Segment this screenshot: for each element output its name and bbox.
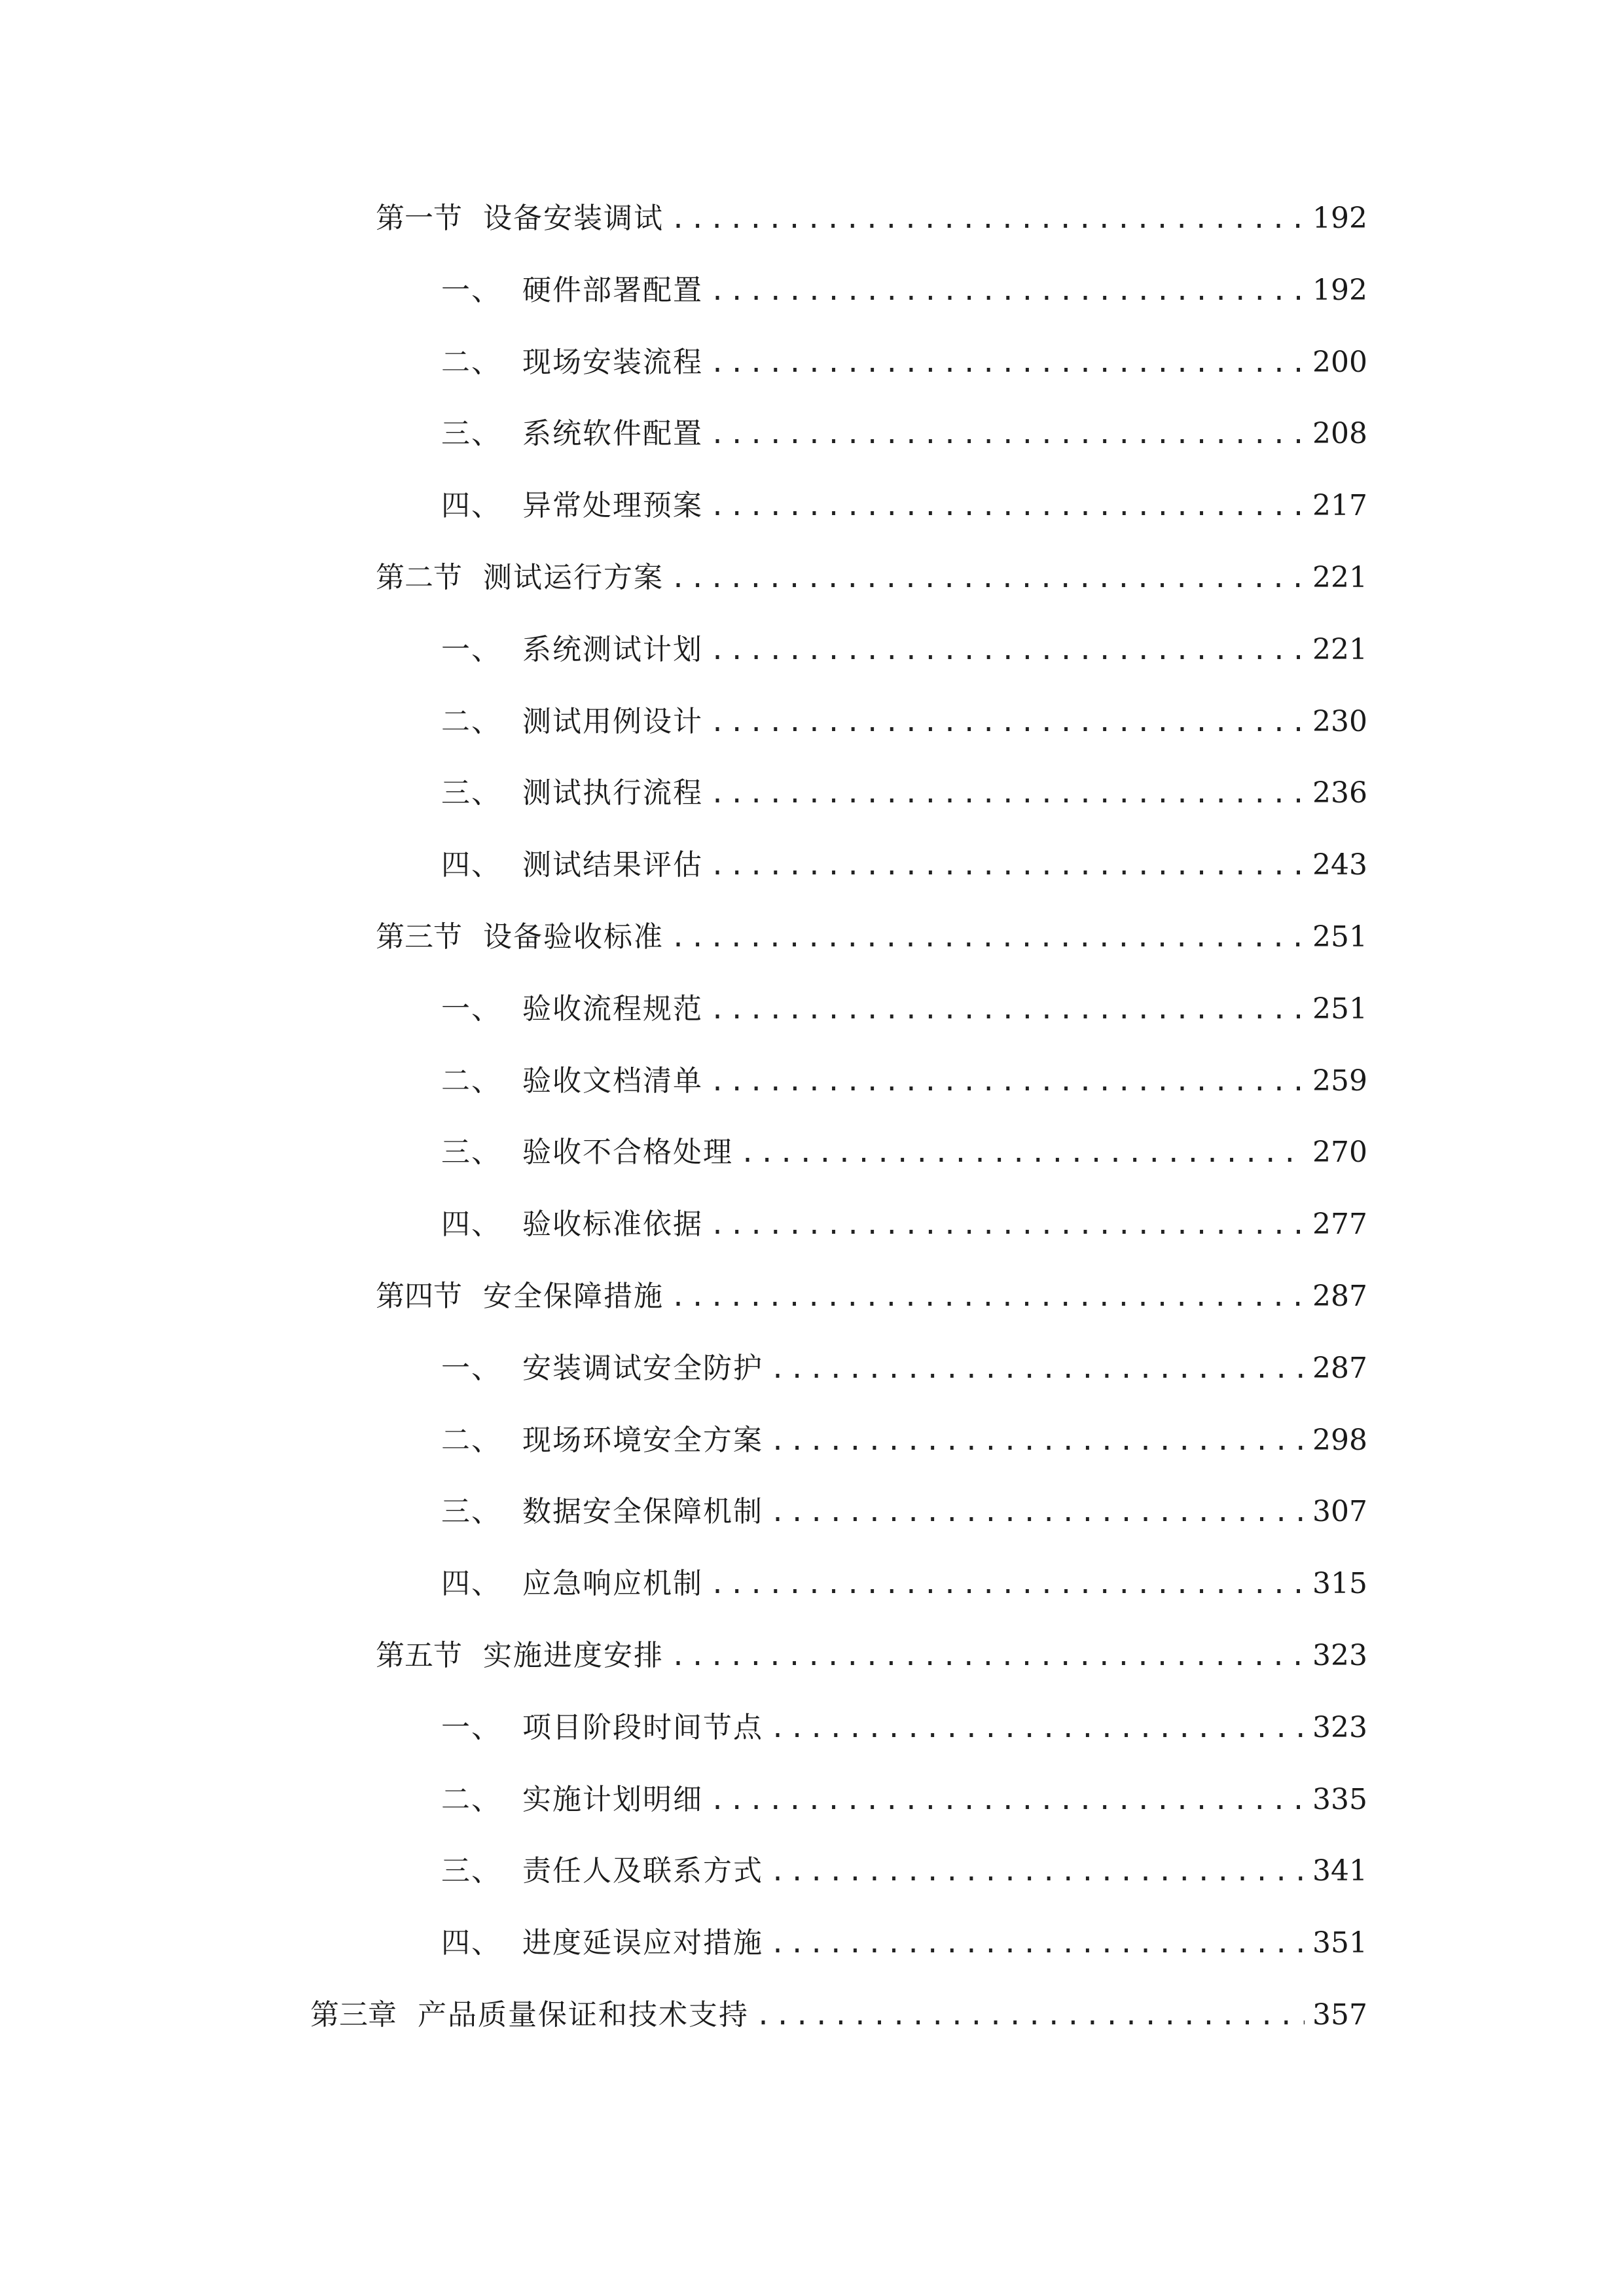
toc-entry-page-number: 236 bbox=[1312, 776, 1367, 810]
toc-entry-page-number: 251 bbox=[1312, 992, 1367, 1026]
toc-dot-leader bbox=[710, 1059, 1305, 1105]
toc-entry-item[interactable] bbox=[441, 1202, 1367, 1247]
toc-entry-section[interactable] bbox=[376, 1274, 1367, 1319]
toc-dot-leader bbox=[710, 987, 1305, 1033]
toc-entry-number: 二、 bbox=[441, 1424, 501, 1457]
toc-entry-page-number: 217 bbox=[1312, 489, 1367, 522]
toc-entry-page-number: 341 bbox=[1312, 1854, 1367, 1888]
toc-entry-item[interactable] bbox=[441, 1489, 1367, 1535]
toc-entry-item[interactable] bbox=[441, 1561, 1367, 1607]
toc-dot-leader bbox=[710, 843, 1305, 889]
toc-entry-number: 第三节 bbox=[376, 920, 462, 954]
toc-entry-title: 测试用例设计 bbox=[522, 705, 703, 738]
toc-entry-item[interactable] bbox=[441, 1418, 1367, 1463]
toc-entry-item[interactable] bbox=[441, 986, 1367, 1032]
toc-entry-number: 二、 bbox=[441, 705, 501, 738]
toc-entry-number: 一、 bbox=[441, 992, 501, 1026]
toc-entry-number: 二、 bbox=[441, 346, 501, 379]
toc-entry-title: 现场环境安全方案 bbox=[522, 1424, 763, 1457]
toc-dot-leader bbox=[770, 1849, 1305, 1895]
toc-entry-number: 第二节 bbox=[376, 561, 462, 594]
toc-entry-chapter[interactable] bbox=[310, 1992, 1367, 2038]
toc-entry-title: 责任人及联系方式 bbox=[522, 1854, 763, 1888]
toc-entry-number: 二、 bbox=[441, 1064, 501, 1098]
toc-dot-leader bbox=[710, 1202, 1305, 1248]
toc-entry-title: 安全保障措施 bbox=[483, 1280, 664, 1313]
toc-entry-title: 验收标准依据 bbox=[522, 1208, 703, 1241]
toc-entry-page-number: 259 bbox=[1312, 1064, 1367, 1098]
toc-entry-page-number: 200 bbox=[1312, 346, 1367, 379]
toc-entry-page-number: 351 bbox=[1312, 1926, 1367, 1960]
toc-entry-item[interactable] bbox=[441, 1777, 1367, 1823]
toc-entry-page-number: 307 bbox=[1312, 1495, 1367, 1528]
toc-dot-leader bbox=[710, 700, 1305, 745]
toc-dot-leader bbox=[770, 1346, 1305, 1392]
toc-entry-number: 四、 bbox=[441, 1208, 501, 1241]
toc-dot-leader bbox=[670, 556, 1305, 601]
toc-dot-leader bbox=[670, 1634, 1305, 1679]
toc-entry-item[interactable] bbox=[441, 842, 1367, 888]
toc-entry-title: 系统测试计划 bbox=[522, 633, 703, 666]
toc-entry-page-number: 323 bbox=[1312, 1639, 1367, 1672]
toc-entry-item[interactable] bbox=[441, 268, 1367, 314]
toc-dot-leader bbox=[710, 340, 1305, 386]
toc-entry-page-number: 323 bbox=[1312, 1711, 1367, 1744]
toc-entry-title: 应急响应机制 bbox=[522, 1567, 703, 1600]
toc-entry-number: 三、 bbox=[441, 1136, 501, 1169]
toc-dot-leader bbox=[670, 196, 1305, 242]
toc-dot-leader bbox=[740, 1130, 1305, 1176]
toc-entry-page-number: 315 bbox=[1312, 1567, 1367, 1600]
toc-entry-item[interactable] bbox=[441, 340, 1367, 386]
toc-entry-title: 设备安装调试 bbox=[483, 202, 664, 235]
toc-entry-page-number: 270 bbox=[1312, 1136, 1367, 1169]
toc-entry-item[interactable] bbox=[441, 411, 1367, 457]
toc-entry-number: 三、 bbox=[441, 1495, 501, 1528]
toc-dot-leader bbox=[710, 412, 1305, 457]
toc-entry-section[interactable] bbox=[376, 1633, 1367, 1679]
toc-dot-leader bbox=[670, 1274, 1305, 1320]
toc-entry-title: 验收文档清单 bbox=[522, 1064, 703, 1098]
toc-dot-leader bbox=[710, 1778, 1305, 1823]
toc-entry-page-number: 335 bbox=[1312, 1783, 1367, 1816]
toc-entry-title: 实施计划明细 bbox=[522, 1783, 703, 1816]
toc-dot-leader bbox=[710, 628, 1305, 673]
toc-entry-title: 测试运行方案 bbox=[483, 561, 664, 594]
toc-entry-number: 四、 bbox=[441, 848, 501, 882]
toc-entry-page-number: 208 bbox=[1312, 417, 1367, 450]
toc-entry-title: 安装调试安全防护 bbox=[522, 1352, 763, 1385]
toc-dot-leader bbox=[770, 1490, 1305, 1535]
toc-entry-title: 验收流程规范 bbox=[522, 992, 703, 1026]
toc-entry-title: 项目阶段时间节点 bbox=[522, 1711, 763, 1744]
toc-dot-leader bbox=[710, 484, 1305, 529]
toc-entry-number: 四、 bbox=[441, 1567, 501, 1600]
toc-entry-page-number: 357 bbox=[1312, 1998, 1367, 2032]
toc-entry-section[interactable] bbox=[376, 555, 1367, 601]
toc-dot-leader bbox=[770, 1921, 1305, 1967]
toc-entry-item[interactable] bbox=[441, 1346, 1367, 1391]
toc-entry-number: 第四节 bbox=[376, 1280, 462, 1313]
toc-entry-title: 设备验收标准 bbox=[483, 920, 664, 954]
toc-entry-number: 一、 bbox=[441, 633, 501, 666]
toc-entry-item[interactable] bbox=[441, 699, 1367, 745]
toc-entry-title: 验收不合格处理 bbox=[522, 1136, 733, 1169]
toc-entry-item[interactable] bbox=[441, 1705, 1367, 1751]
toc-entry-page-number: 221 bbox=[1312, 633, 1367, 666]
toc-entry-title: 进度延误应对措施 bbox=[522, 1926, 763, 1960]
toc-entry-title: 产品质量保证和技术支持 bbox=[418, 1998, 749, 2032]
toc-entry-title: 实施进度安排 bbox=[483, 1639, 664, 1672]
toc-entry-number: 第三章 bbox=[310, 1998, 397, 2032]
toc-entry-title: 测试结果评估 bbox=[522, 848, 703, 882]
toc-entry-number: 四、 bbox=[441, 489, 501, 522]
toc-entry-number: 三、 bbox=[441, 1854, 501, 1888]
toc-dot-leader bbox=[710, 1562, 1305, 1607]
toc-entry-number: 三、 bbox=[441, 417, 501, 450]
toc-dot-leader bbox=[710, 771, 1305, 817]
toc-dot-leader bbox=[770, 1706, 1305, 1751]
toc-entry-page-number: 243 bbox=[1312, 848, 1367, 882]
toc-entry-page-number: 287 bbox=[1312, 1280, 1367, 1313]
toc-entry-page-number: 298 bbox=[1312, 1424, 1367, 1457]
toc-entry-item[interactable] bbox=[441, 770, 1367, 816]
toc-entry-number: 一、 bbox=[441, 274, 501, 307]
toc-entry-title: 硬件部署配置 bbox=[522, 274, 703, 307]
toc-entry-title: 数据安全保障机制 bbox=[522, 1495, 763, 1528]
toc-entry-title: 现场安装流程 bbox=[522, 346, 703, 379]
toc-dot-leader bbox=[755, 1993, 1305, 2039]
toc-entry-number: 第五节 bbox=[376, 1639, 462, 1672]
toc-entry-item[interactable] bbox=[441, 1058, 1367, 1104]
toc-dot-leader bbox=[670, 915, 1305, 961]
toc-entry-number: 二、 bbox=[441, 1783, 501, 1816]
toc-entry-number: 一、 bbox=[441, 1711, 501, 1744]
toc-entry-page-number: 277 bbox=[1312, 1208, 1367, 1241]
toc-entry-title: 系统软件配置 bbox=[522, 417, 703, 450]
toc-entry-section[interactable] bbox=[376, 196, 1367, 242]
toc-dot-leader bbox=[770, 1418, 1305, 1464]
toc-entry-item[interactable] bbox=[441, 1848, 1367, 1894]
toc-entry-page-number: 192 bbox=[1312, 274, 1367, 307]
toc-entry-page-number: 287 bbox=[1312, 1352, 1367, 1385]
toc-entry-number: 第一节 bbox=[376, 202, 462, 235]
toc-entry-item[interactable] bbox=[441, 1130, 1367, 1175]
toc-entry-page-number: 251 bbox=[1312, 920, 1367, 954]
toc-dot-leader bbox=[710, 268, 1305, 314]
toc-entry-title: 异常处理预案 bbox=[522, 489, 703, 522]
toc-entry-page-number: 221 bbox=[1312, 561, 1367, 594]
toc-entry-page-number: 230 bbox=[1312, 705, 1367, 738]
toc-entry-title: 测试执行流程 bbox=[522, 776, 703, 810]
toc-entry-item[interactable] bbox=[441, 627, 1367, 673]
toc-entry-number: 一、 bbox=[441, 1352, 501, 1385]
toc-entry-number: 四、 bbox=[441, 1926, 501, 1960]
toc-entry-item[interactable] bbox=[441, 1920, 1367, 1966]
toc-entry-page-number: 192 bbox=[1312, 202, 1367, 235]
toc-entry-number: 三、 bbox=[441, 776, 501, 810]
toc-entry-section[interactable] bbox=[376, 914, 1367, 960]
toc-entry-item[interactable] bbox=[441, 483, 1367, 529]
